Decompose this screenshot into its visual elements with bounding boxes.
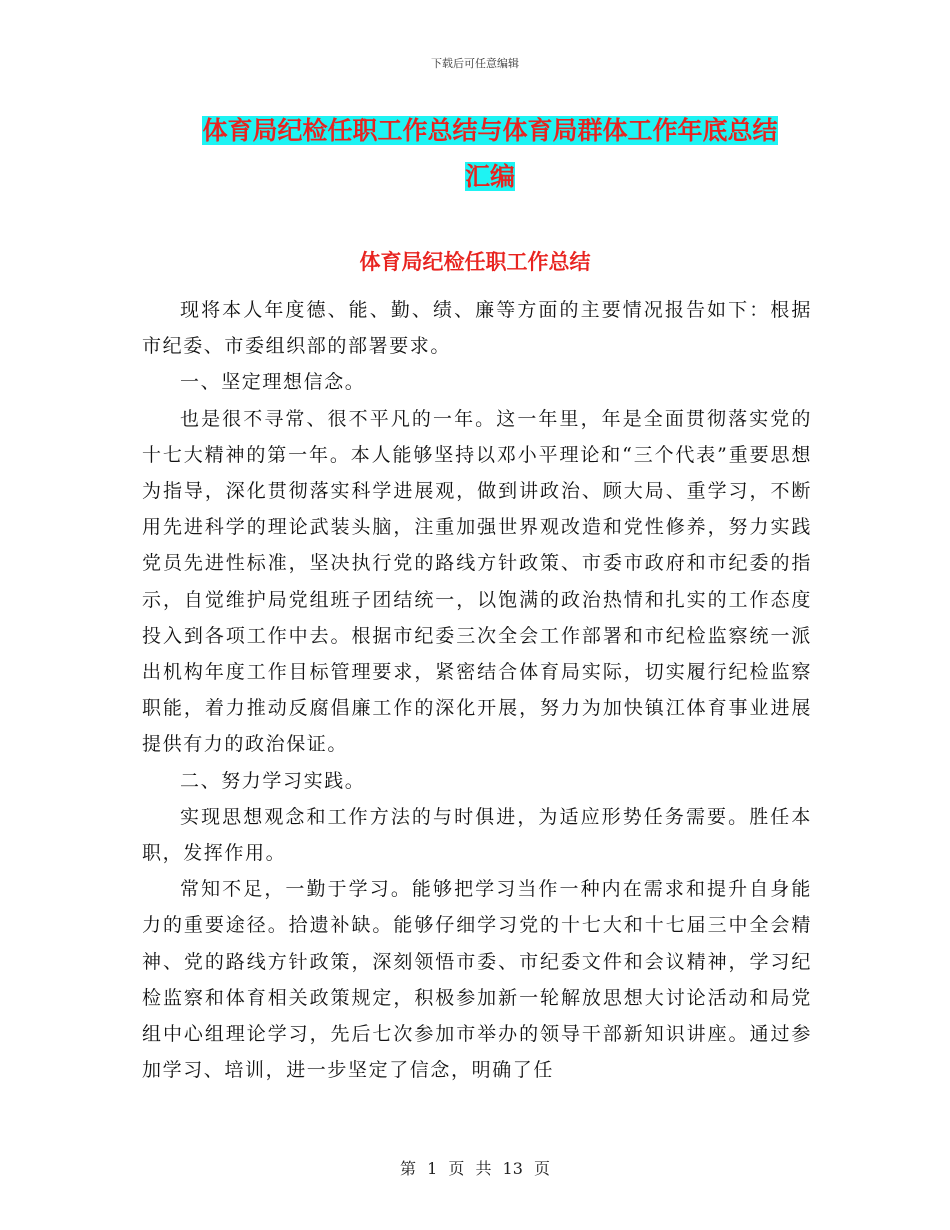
paragraph: 一、坚定理想信念。: [180, 371, 366, 394]
paragraph: 现将本人年度德、能、勤、绩、廉等方面的主要情况报告如下：根据市纪委、市委组织部的部署要求。: [142, 299, 812, 358]
page-number: 第 1 页 共 13 页: [400, 1159, 550, 1178]
document-title: [140, 108, 840, 200]
document-title-line-1: 体育局纪检任职工作总结与体育局群体工作年底总结: [202, 116, 778, 145]
document-title-line-2: 汇编: [464, 162, 515, 191]
paragraph: 也是很不寻常、很不平凡的一年。这一年里，年是全面贯彻落实党的十七大精神的第一年。本人能够坚持以邓小平理论和“三个代表”重要思想为指导，深化贯彻落实科学进展观，做到讲政治、顾大局、重学习，不断用先进科学的理论武装头脑，注重加强世界观改造和党性修养，努力实践党员先进性标准，坚决执行党的路线方针政策、市委市政府和市纪委的指示，自觉维护局党组班子团结统一，以饱满的政治热情和扎实的工作态度投入到各项工作中去。根据市纪委三次全会工作部署和市纪检监察统一派出机构年度工作目标管理要求，紧密结合体育局实际，切实履行纪检监察职能，着力推动反腐倡廉工作的深化开展，努力为加快镇江体育事业进展提供有力的政治保证。: [142, 407, 812, 756]
paragraph: 常知不足，一勤于学习。能够把学习当作一种内在需求和提升自身能力的重要途径。拾遗补缺。能够仔细学习党的十七大和十七届三中全会精神、党的路线方针政策，深刻领悟市委、市纪委文件和会议精神，学习纪检监察和体育相关政策规定，积极参加新一轮解放思想大讨论活动和局党组中心组理论学习，先后七次参加市举办的领导干部新知识讲座。通过参加学习、培训，进一步坚定了信念，明确了任: [142, 878, 812, 1082]
document-body: [142, 292, 812, 1088]
header-note: 下载后可任意编辑: [431, 57, 519, 70]
section-title: 体育局纪检任职工作总结: [359, 250, 591, 274]
paragraph: 实现思想观念和工作方法的与时俱进，为适应形势任务需要。胜任本职，发挥作用。: [142, 805, 812, 865]
paragraph: 二、努力学习实践。: [180, 769, 366, 792]
